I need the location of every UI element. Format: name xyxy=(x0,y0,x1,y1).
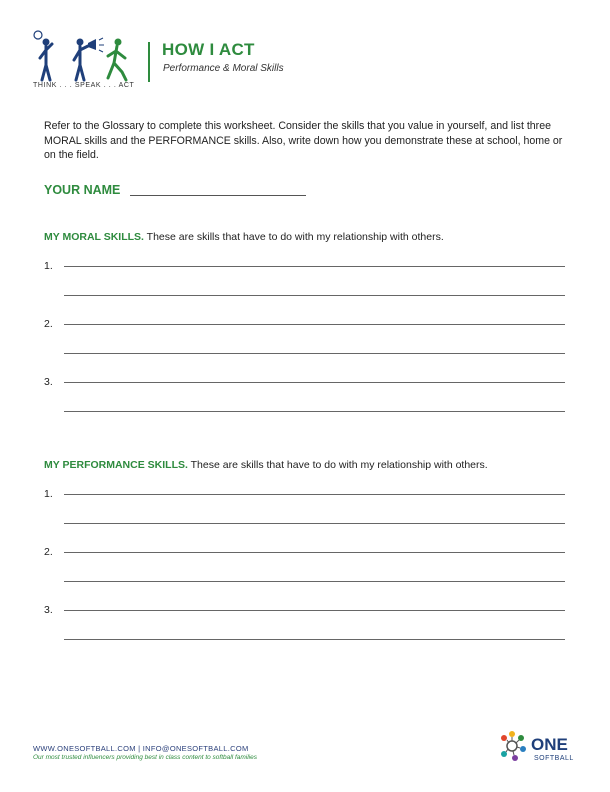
performance-item-3-line-2[interactable] xyxy=(64,639,565,640)
moral-skills-label: MY MORAL SKILLS. xyxy=(44,231,144,243)
performance-item-1-line-2[interactable] xyxy=(64,523,565,524)
tagline: THINK . . . SPEAK . . . ACT xyxy=(33,82,135,89)
performance-skills-label: MY PERFORMANCE SKILLS. xyxy=(44,459,188,471)
performance-skills-heading xyxy=(44,459,488,471)
header-divider xyxy=(148,42,150,82)
page-title: HOW I ACT xyxy=(162,40,255,59)
moral-item-3-number: 3. xyxy=(44,376,53,388)
name-label: YOUR NAME xyxy=(44,183,121,197)
hub-icon xyxy=(501,731,526,761)
moral-skills-desc: These are skills that have to do with my relationship with others. xyxy=(143,231,444,243)
name-field[interactable] xyxy=(130,195,306,196)
performance-item-2-line-2[interactable] xyxy=(64,581,565,582)
moral-item-3-line-1[interactable] xyxy=(64,382,565,383)
moral-skills-heading xyxy=(44,231,444,243)
footer-contact: WWW.ONESOFTBALL.COM | INFO@ONESOFTBALL.COM xyxy=(33,744,249,753)
one-softball-logo xyxy=(498,728,580,764)
performance-skills-desc: These are skills that have to do with my relationship with others. xyxy=(187,459,488,471)
moral-item-1-line-1[interactable] xyxy=(64,266,565,267)
moral-item-2-line-2[interactable] xyxy=(64,353,565,354)
moral-item-1-number: 1. xyxy=(44,260,53,272)
moral-item-1-line-2[interactable] xyxy=(64,295,565,296)
moral-item-3-line-2[interactable] xyxy=(64,411,565,412)
footer-slogan: Our most trusted influencers providing best in class content to softball families xyxy=(33,754,257,761)
performance-item-3-number: 3. xyxy=(44,604,53,616)
performance-item-2-line-1[interactable] xyxy=(64,552,565,553)
brand-sub: SOFTBALL xyxy=(534,755,574,762)
performance-item-3-line-1[interactable] xyxy=(64,610,565,611)
instructions: Refer to the Glossary to complete this worksheet. Consider the skills that you value in yourself, and list three MORAL skills and the PERFORMANCE skills. Also, write down how you demonstrate these at school, home or on the field. xyxy=(44,120,563,161)
performance-item-1-number: 1. xyxy=(44,488,53,500)
performance-item-2-number: 2. xyxy=(44,546,53,558)
moral-item-2-line-1[interactable] xyxy=(64,324,565,325)
page-subtitle: Performance & Moral Skills xyxy=(163,63,284,74)
performance-item-1-line-1[interactable] xyxy=(64,494,565,495)
think-speak-act-figures-icon xyxy=(30,30,140,85)
moral-item-2-number: 2. xyxy=(44,318,53,330)
brand-name: ONE xyxy=(531,735,568,754)
